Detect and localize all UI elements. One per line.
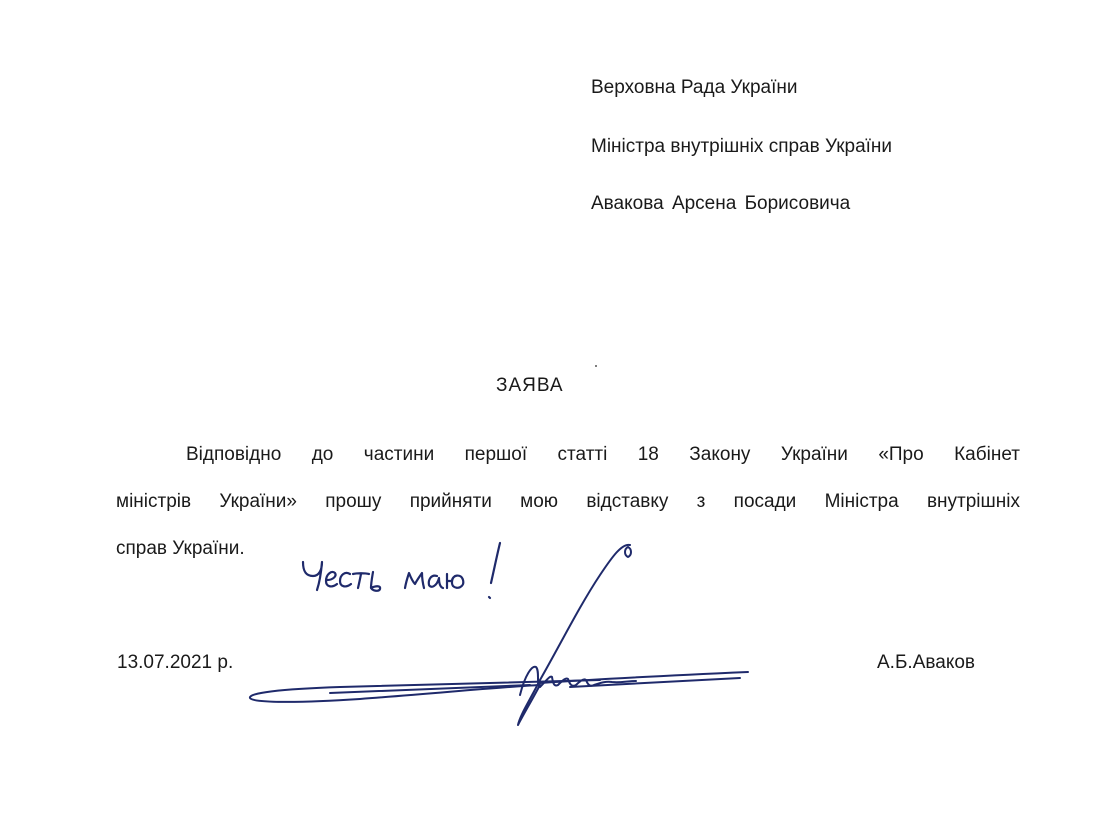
document-title: ЗАЯВА: [496, 375, 564, 396]
addressee-line-position: Міністра внутрішніх справ України: [591, 136, 893, 157]
body-line-3: справ України.: [116, 538, 245, 559]
signature: [240, 535, 760, 735]
stray-dot: [595, 365, 597, 367]
addressee-line-parliament: Верховна Рада України: [591, 77, 798, 98]
signer-name: А.Б.Аваков: [877, 652, 976, 673]
addressee-line-name: Авакова Арсена Борисовича: [591, 193, 851, 214]
body-line-1: Відповідно до частини першої статті 18 Закону України «Про Кабінет: [186, 444, 1020, 465]
body-line-2: міністрів України» прошу прийняти мою відставку з посади Міністра внутрішніх: [116, 491, 1020, 512]
document-date: 13.07.2021 р.: [117, 652, 234, 673]
